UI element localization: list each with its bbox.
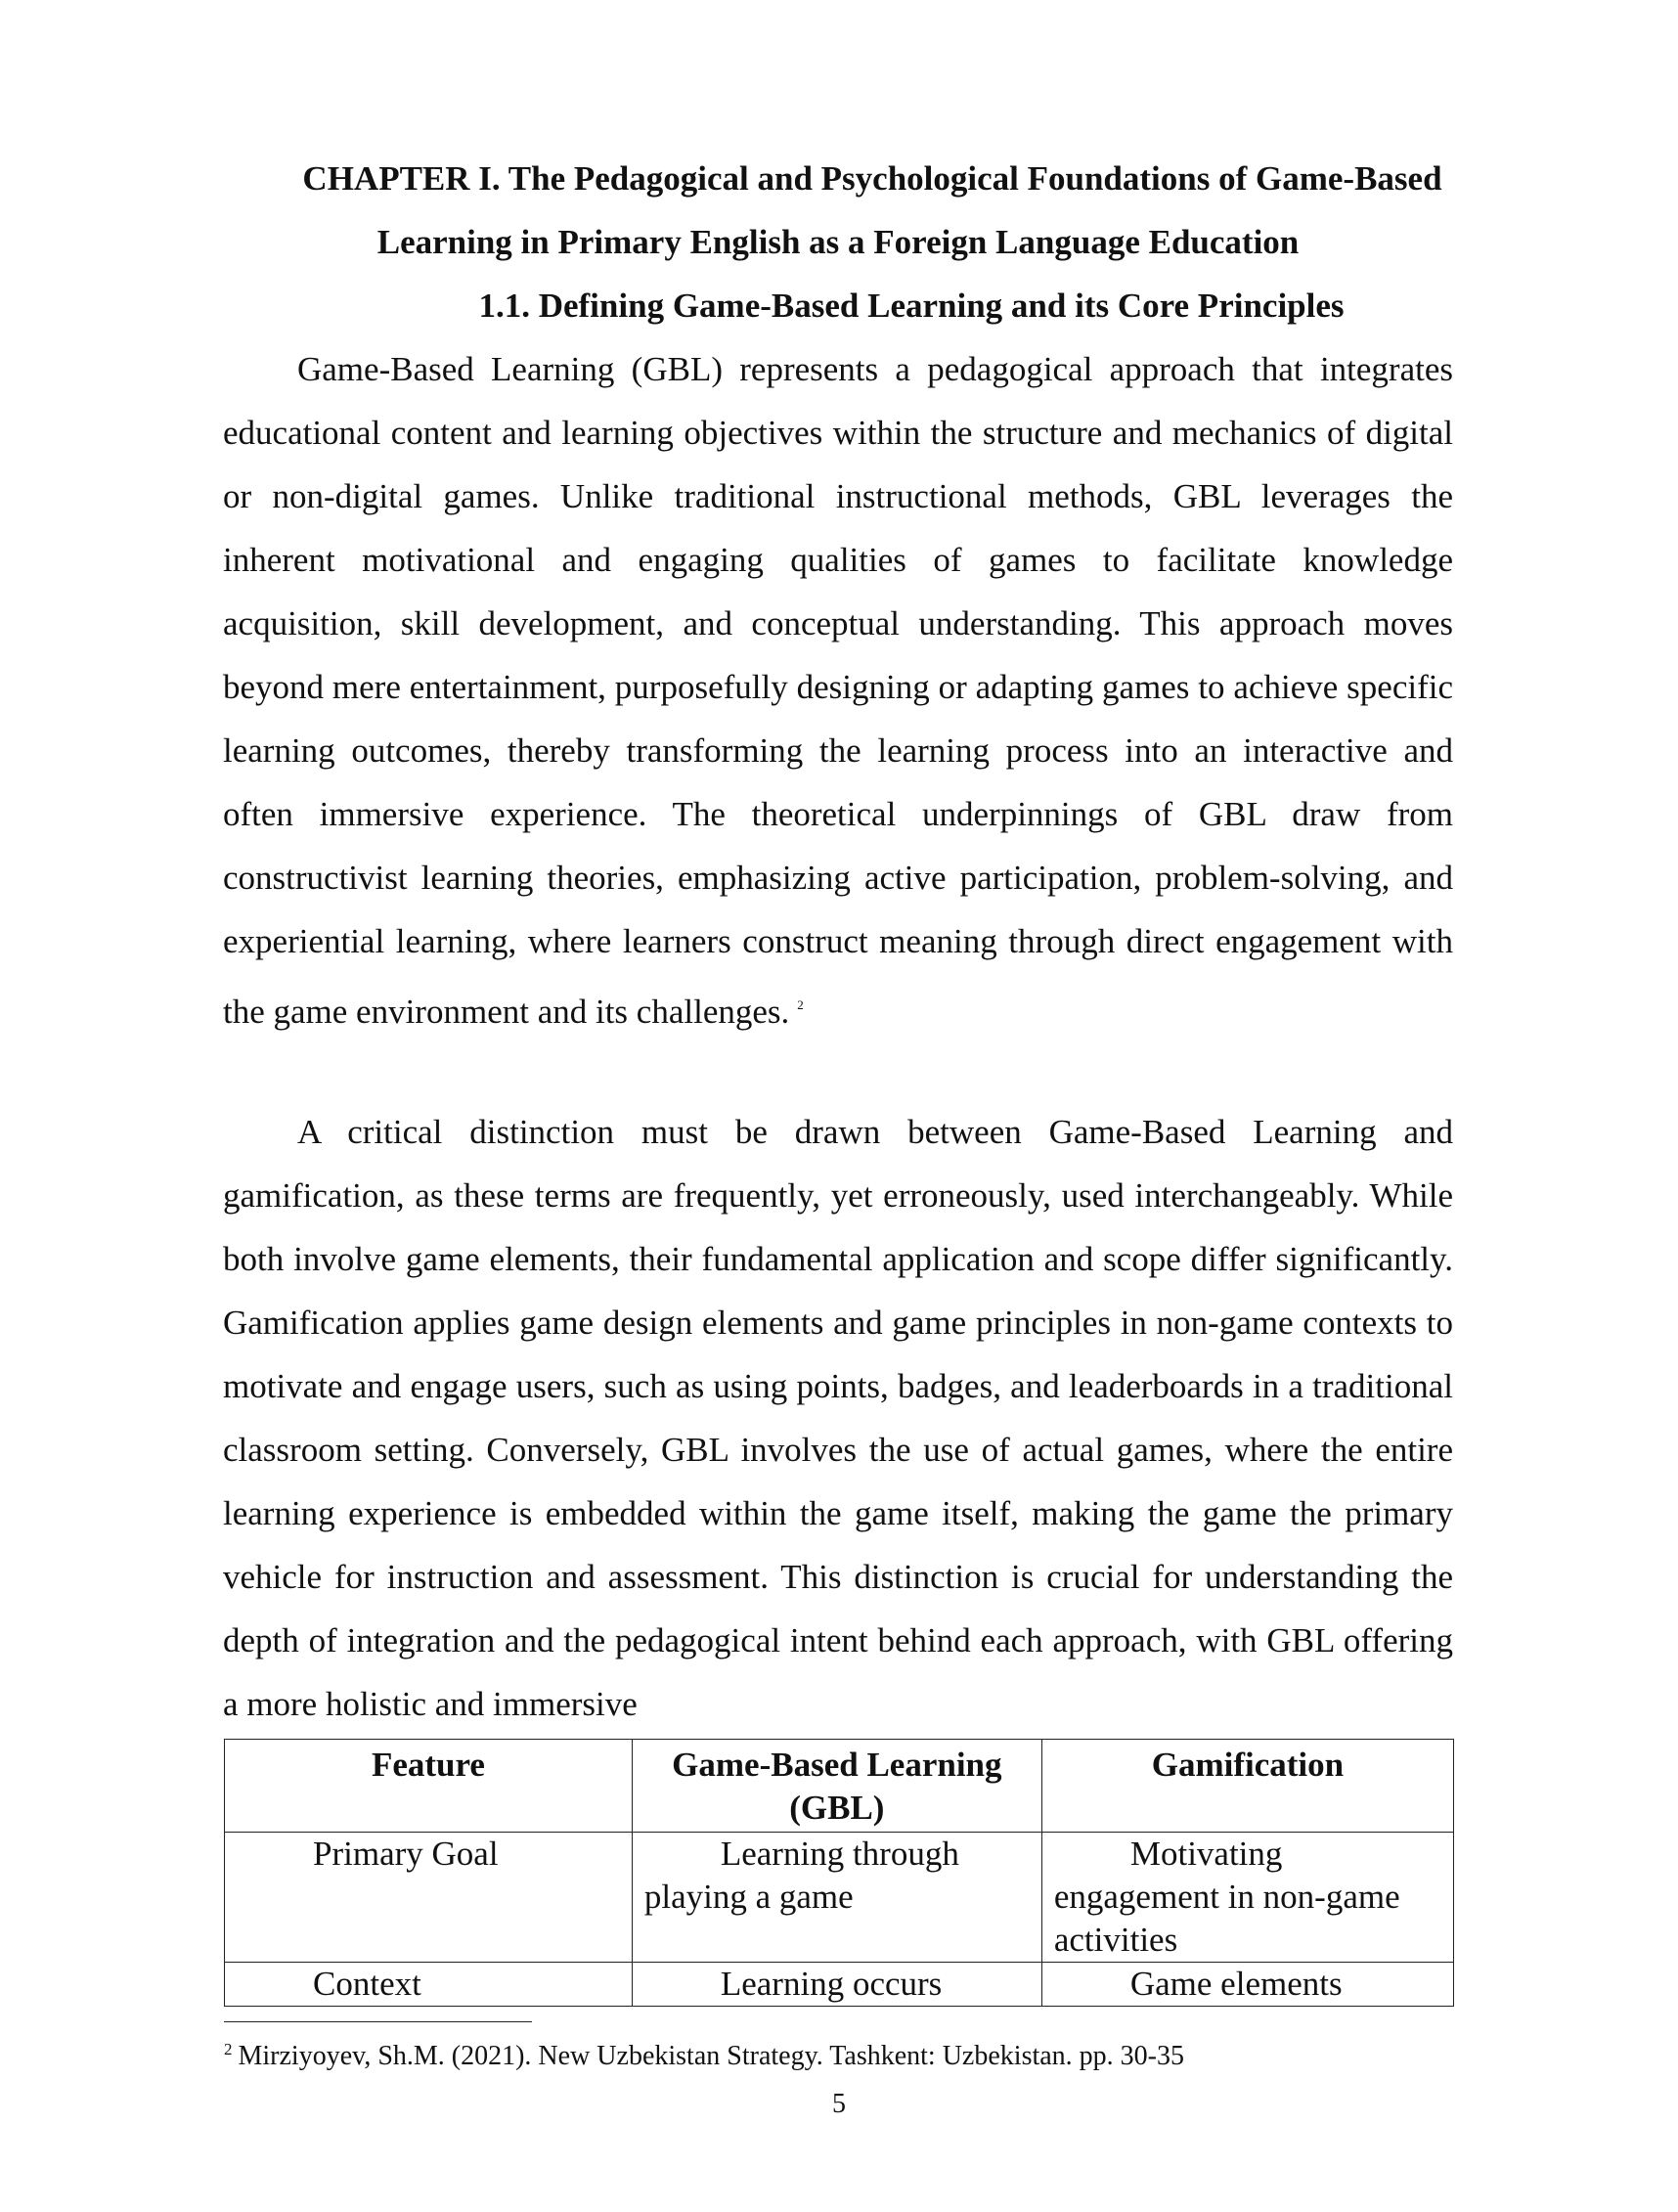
table-header-row bbox=[225, 1740, 1454, 1833]
paragraph-1-text: Game-Based Learning (GBL) represents a pedagogical approach that integrates educational content and learning objectives within the structure and mechanics of digital or non-digital games. Unlike traditional instructional methods, GBL leverages the inherent motivational and engaging qualities of games to facilitate knowledge acquisition, skill development, and conceptual understanding. This approach moves beyond mere entertainment, purposefully designing or adapting games to achieve specific learning outcomes, thereby transforming the learning process into an interactive and often immersive experience. The theoretical underpinnings of GBL draw from constructivist learning theories, emphasizing active participation, problem-solving, and experiential learning, where learners construct meaning through direct engagement with the game environment and its challenges. bbox=[223, 350, 1453, 1031]
paragraph-2-text: A critical distinction must be drawn between Game-Based Learning and gamification, as these terms are frequently, yet erroneously, used interchangeably. While both involve game elements, their fundamental application and scope differ significantly. Gamification applies game design elements and game principles in non-game contexts to motivate and engage users, such as using points, badges, and leaderboards in a traditional classroom setting. Conversely, GBL involves the use of actual games, where the entire learning experience is embedded within the game itself, making the game the primary vehicle for instruction and assessment. This distinction is crucial for understanding the depth of integration and the pedagogical intent behind each approach, with GBL offering a more holistic and immersive bbox=[223, 1113, 1453, 1723]
table-header-cell: Feature bbox=[225, 1740, 633, 1833]
table-cell bbox=[1041, 1833, 1453, 1963]
table-header-cell: Gamification bbox=[1041, 1740, 1453, 1833]
paragraph-1 bbox=[223, 337, 1453, 1043]
table-header-cell: Game-Based Learning (GBL) bbox=[632, 1740, 1041, 1833]
table-cell-text: Context bbox=[313, 1965, 421, 2003]
section-title: 1.1. Defining Game-Based Learning and its Core Principles bbox=[478, 287, 1345, 325]
footnote bbox=[224, 2032, 1454, 2074]
table-row bbox=[225, 1833, 1454, 1963]
table-cell-text: Primary Goal bbox=[313, 1835, 499, 1873]
table-cell bbox=[632, 1963, 1041, 2007]
footnote-text: Mirziyoyev, Sh.M. (2021). New Uzbekistan Strategy. Tashkent: Uzbekistan. pp. 30-35 bbox=[238, 2041, 1184, 2071]
table-cell bbox=[632, 1833, 1041, 1963]
table-row bbox=[225, 1963, 1454, 2007]
table-cell bbox=[225, 1833, 633, 1963]
table-cell-text: Game elements bbox=[1129, 1965, 1343, 2003]
table-cell-text: Motivating engagement in non-game activities bbox=[1053, 1835, 1400, 1959]
table-cell-text: Learning occurs bbox=[720, 1965, 943, 2003]
comparison-table bbox=[224, 1739, 1454, 2007]
page-number: 5 bbox=[832, 2089, 846, 2119]
footnote-number: 2 bbox=[224, 2040, 233, 2058]
footnote-separator bbox=[224, 2021, 532, 2022]
table-cell bbox=[1041, 1963, 1453, 2007]
table-cell bbox=[225, 1963, 633, 2007]
table-cell-text: Learning through playing a game bbox=[643, 1835, 959, 1916]
chapter-title: CHAPTER I. The Pedagogical and Psychological Foundations of Game-Based Learning in Primary English as a Foreign Language Education bbox=[302, 159, 1442, 261]
footnote-reference: 2 bbox=[797, 997, 804, 1012]
paragraph-2 bbox=[223, 1100, 1453, 1723]
